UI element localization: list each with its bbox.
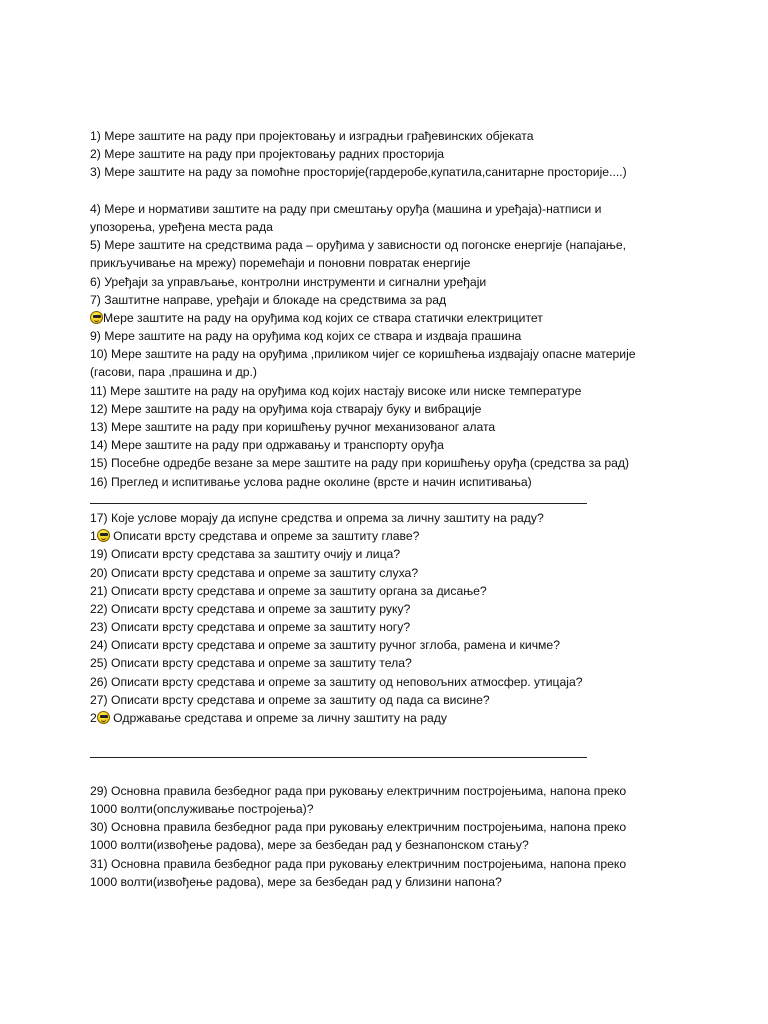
list-item: 11) Мере заштите на раду на оруђима код којих настају високе или ниске температуре <box>90 383 582 398</box>
list-item: 17) Које услове морају да испуне средства и опрема за личну заштиту на раду? <box>90 510 544 525</box>
section-divider <box>90 491 690 509</box>
list-item-continuation: прикључивање на мрежу) поремећаји и поновни повратак енергије <box>90 256 471 271</box>
list-item: 3) Мере заштите на раду за помоћне просторије(гардеробе,купатила,санитарне просторије....) <box>90 165 627 180</box>
list-item: 12) Мере заштите на раду на оруђима која стварају буку и вибрације <box>90 401 482 416</box>
list-item <box>90 527 690 545</box>
list-item: 21) Описати врсту средстава и опреме за заштиту органа за дисање? <box>90 583 487 598</box>
list-item: 27) Описати врсту средстава и опреме за заштиту од пада са висине? <box>90 692 490 707</box>
section-divider <box>90 745 690 763</box>
list-item: 22) Описати врсту средстава и опреме за заштиту руку? <box>90 601 411 616</box>
list-item: 4) Мере и нормативи заштите на раду при смештању оруђа (машина и уређаја)-натписи и <box>90 201 602 216</box>
list-item: 24) Описати врсту средстава и опреме за заштиту ручног зглоба, рамена и кичме? <box>90 638 560 653</box>
list-item: 25) Описати врсту средстава и опреме за заштиту тела? <box>90 656 412 671</box>
list-item-continuation: 1000 волти(опслуживање постројења)? <box>90 801 314 816</box>
list-item: 13) Мере заштите на раду при коришћењу ручног механизованог алата <box>90 420 496 434</box>
smiley-sunglasses-icon <box>97 529 110 542</box>
smiley-sunglasses-icon <box>90 311 103 324</box>
list-item: 14) Мере заштите на раду при одржавању и транспорту оруђа <box>90 438 444 453</box>
list-item-continuation: (гасови, пара ,прашина и др.) <box>90 365 257 380</box>
list-item-continuation: 1000 волти(извођење радова), мере за безбедан рад у близини напона? <box>90 874 502 889</box>
smiley-sunglasses-icon <box>97 711 110 724</box>
list-item: 23) Описати врсту средстава и опреме за заштиту ногу? <box>90 620 411 635</box>
list-item: 16) Преглед и испитивање услова радне околине (врсте и начин испитивања) <box>90 474 532 489</box>
list-item: 20) Описати врсту средстава и опреме за заштиту слуха? <box>90 565 419 580</box>
list-item <box>90 309 690 327</box>
list-item: 30) Основна правила безбедног рада при руковању електричним постројењима, напона преко <box>90 820 627 835</box>
blank-line <box>90 727 690 745</box>
list-item: 7) Заштитне направе, уређаји и блокаде на средствима за рад <box>90 292 447 307</box>
list-item: 1) Мере заштите на раду при пројектовању и изградњи грађевинских објеката <box>90 129 534 143</box>
list-item: 15) Посебне одредбе везане за мере заштите на раду при коришћењу оруђа (средства за рад) <box>90 456 630 471</box>
list-item-text: Мере заштите на раду на оруђима код којих се ствара статички електрицитет <box>103 310 543 325</box>
list-item: 6) Уређаји за управљање, контролни инструменти и сигнални уређаји <box>90 274 487 289</box>
list-item-continuation: упозорења, уређена места рада <box>90 219 273 234</box>
list-item <box>90 709 690 727</box>
list-item: 5) Мере заштите на средствима рада – оруђима у зависности од погонске енергије (напајање, <box>90 238 626 253</box>
question-list <box>90 127 690 891</box>
list-item-text: Одржавање средстава и опреме за личну заштиту на раду <box>109 711 447 725</box>
list-item: 2) Мере заштите на раду при пројектовању радних просторија <box>90 147 445 162</box>
blank-line <box>90 764 690 782</box>
list-item-number: 2 <box>90 711 97 725</box>
blank-line <box>90 182 690 200</box>
list-item-continuation: 1000 волти(извођење радова), мере за безбедан рад у безнапонском стању? <box>90 838 529 853</box>
list-item: 9) Мере заштите на раду на оруђима код којих се ствара и издваја прашина <box>90 329 522 344</box>
list-item: 29) Основна правила безбедног рада при руковању електричним постројењима, напона преко <box>90 783 627 798</box>
list-item: 10) Мере заштите на раду на оруђима ,приликом чијег се коришћења издвајају опасне материје <box>90 347 636 362</box>
list-item: 19) Описати врсту средстава за заштиту очију и лица? <box>90 547 401 562</box>
list-item-text: Описати врсту средстава и опреме за заштиту главе? <box>109 529 420 544</box>
list-item: 31) Основна правила безбедног рада при руковању електричним постројењима, напона преко <box>90 856 627 871</box>
list-item-number: 1 <box>90 529 97 544</box>
list-item: 26) Описати врсту средстава и опреме за заштиту од неповољних атмосфер. утицаја? <box>90 674 583 689</box>
